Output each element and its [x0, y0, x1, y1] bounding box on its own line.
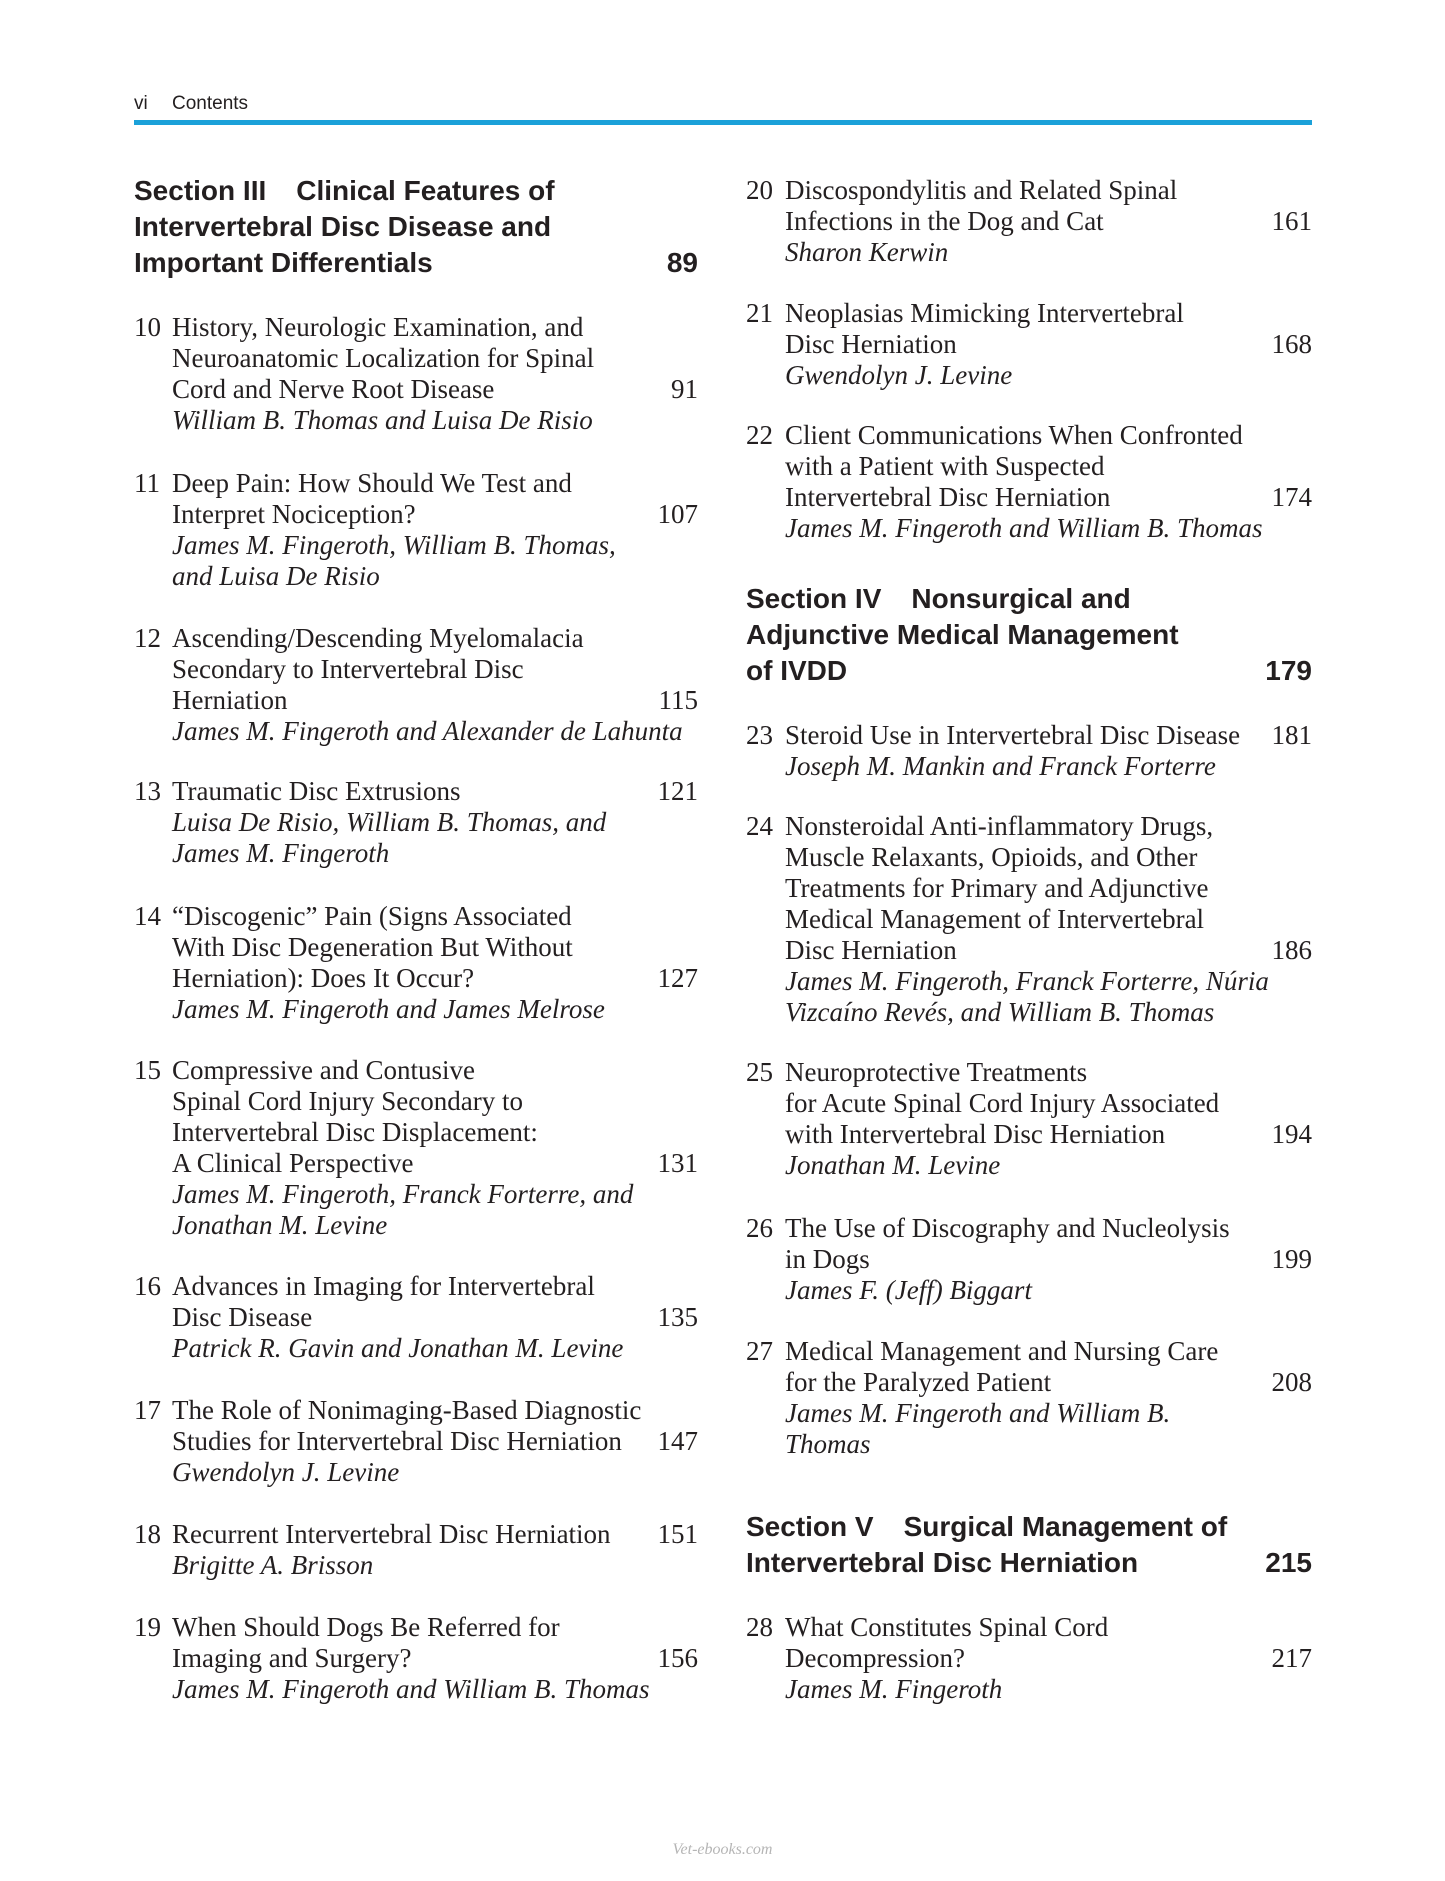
- chapter-authors-line: James M. Fingeroth and William B. Thomas: [785, 513, 1263, 543]
- page-number: 151: [657, 1519, 698, 1549]
- chapter-title-line: The Role of Nonimaging-Based Diagnostic: [172, 1395, 642, 1425]
- chapter-title-text: Steroid Use in Intervertebral Disc Disease: [785, 720, 1241, 750]
- chapter-title-text: Recurrent Intervertebral Disc Herniation: [172, 1519, 611, 1549]
- chapter-title-line: Secondary to Intervertebral Disc: [172, 654, 524, 684]
- chapter-title-line: Discospondylitis and Related Spinal: [785, 175, 1178, 205]
- chapter-authors-line: Luisa De Risio, William B. Thomas, and: [172, 807, 607, 837]
- chapter-title-line: “Discogenic” Pain (Signs Associated: [172, 901, 572, 931]
- chapter-number: 20: [746, 175, 773, 205]
- running-title: Contents: [172, 93, 249, 114]
- chapter-title-line: The Use of Discography and Nucleolysis: [785, 1213, 1230, 1243]
- chapter-title-text: Disc Herniation: [785, 935, 957, 965]
- chapter-title-line: [172, 685, 698, 716]
- chapter-title-line: [172, 1302, 698, 1333]
- folio-page-number: vi: [134, 93, 148, 114]
- chapter-title-line: Treatments for Primary and Adjunctive: [785, 873, 1209, 903]
- chapter-title-text: Infections in the Dog and Cat: [785, 206, 1104, 236]
- chapter-number: 18: [134, 1519, 161, 1549]
- section-label: Section III: [134, 175, 267, 206]
- toc-entry: [746, 298, 1312, 391]
- chapter-title-line: [785, 720, 1312, 751]
- chapter-title-line: [172, 1426, 698, 1457]
- chapter-authors-line: James M. Fingeroth and William B.: [785, 1398, 1171, 1428]
- chapter-authors-line: Gwendolyn J. Levine: [172, 1457, 400, 1487]
- page-number: 131: [657, 1148, 698, 1178]
- chapter-number: 25: [746, 1057, 773, 1087]
- section-title-text: of IVDD: [746, 655, 848, 686]
- chapter-title-line: Medical Management and Nursing Care: [785, 1336, 1219, 1366]
- chapter-title-text: Traumatic Disc Extrusions: [172, 776, 461, 806]
- toc-entry: [746, 1213, 1312, 1306]
- chapter-title-line: Neoplasias Mimicking Intervertebral: [785, 298, 1184, 328]
- toc-entry: [134, 1271, 698, 1364]
- section-label: Section V: [746, 1511, 874, 1542]
- section-title-line: Intervertebral Disc Disease and: [134, 211, 552, 242]
- chapter-title-line: [785, 935, 1312, 966]
- toc-entry: [746, 811, 1312, 1028]
- chapter-title-line: Compressive and Contusive: [172, 1055, 475, 1085]
- chapter-authors-line: Jonathan M. Levine: [785, 1150, 1001, 1180]
- chapter-number: 23: [746, 720, 773, 750]
- chapter-title-text: with Intervertebral Disc Herniation: [785, 1119, 1166, 1149]
- chapter-title-line: [172, 1643, 698, 1674]
- chapter-title-line: Neuroanatomic Localization for Spinal: [172, 343, 595, 373]
- page-number: 115: [658, 685, 698, 715]
- section-title-text: Surgical Management of: [903, 1511, 1228, 1542]
- chapter-number: 26: [746, 1213, 773, 1243]
- chapter-title-line: [172, 776, 698, 807]
- chapter-title-line: [785, 1244, 1312, 1275]
- section-title-line: [134, 245, 698, 281]
- page-number: 147: [657, 1426, 698, 1456]
- chapter-title-line: [785, 1643, 1312, 1674]
- section-heading: [746, 1509, 1312, 1581]
- chapter-title-line: [172, 1148, 698, 1179]
- chapter-number: 14: [134, 901, 161, 931]
- chapter-number: 12: [134, 623, 161, 653]
- chapter-authors-line: James M. Fingeroth, William B. Thomas,: [172, 530, 616, 560]
- page-number: 107: [657, 499, 698, 529]
- section-label: Section IV: [746, 583, 882, 614]
- chapter-title-text: Disc Herniation: [785, 329, 957, 359]
- page-number: 208: [1271, 1367, 1312, 1397]
- chapter-authors-line: Joseph M. Mankin and Franck Forterre: [785, 751, 1216, 781]
- chapter-number: 10: [134, 312, 161, 342]
- chapter-title-text: Cord and Nerve Root Disease: [172, 374, 495, 404]
- chapter-title-line: [172, 374, 698, 405]
- chapter-authors-line: Sharon Kerwin: [785, 237, 949, 267]
- toc-entry: [134, 1395, 698, 1488]
- section-title-line: [134, 173, 698, 209]
- chapter-title-line: With Disc Degeneration But Without: [172, 932, 573, 962]
- section-heading: [746, 581, 1312, 689]
- page-number: 135: [657, 1302, 698, 1332]
- chapter-title-text: Herniation: [172, 685, 288, 715]
- chapter-authors-line: James M. Fingeroth: [785, 1674, 1003, 1704]
- chapter-title-line: Neuroprotective Treatments: [785, 1057, 1088, 1087]
- chapter-number: 27: [746, 1336, 773, 1366]
- chapter-title-text: for the Paralyzed Patient: [785, 1367, 1052, 1397]
- toc-entry: [746, 175, 1312, 268]
- chapter-title-line: History, Neurologic Examination, and: [172, 312, 584, 342]
- section-page-number: 215: [1265, 1547, 1312, 1578]
- page-number: 217: [1271, 1643, 1312, 1673]
- page-number: 181: [1271, 720, 1312, 750]
- chapter-number: 19: [134, 1612, 161, 1642]
- chapter-title-text: Decompression?: [785, 1643, 965, 1673]
- section-title-text: Nonsurgical and: [911, 583, 1131, 614]
- chapter-title-line: Advances in Imaging for Intervertebral: [172, 1271, 595, 1301]
- chapter-number: 17: [134, 1395, 161, 1425]
- chapter-title-line: Nonsteroidal Anti-inflammatory Drugs,: [785, 811, 1214, 841]
- section-title-line: Adjunctive Medical Management: [746, 619, 1179, 650]
- chapter-title-line: [785, 329, 1312, 360]
- chapter-title-line: When Should Dogs Be Referred for: [172, 1612, 560, 1642]
- chapter-number: 28: [746, 1612, 773, 1642]
- page-number: 168: [1271, 329, 1312, 359]
- toc-right-column: [746, 0, 1312, 1881]
- chapter-authors-line: Thomas: [785, 1429, 871, 1459]
- page-number: 174: [1271, 482, 1312, 512]
- chapter-title-text: Interpret Nociception?: [172, 499, 416, 529]
- chapter-title-line: with a Patient with Suspected: [785, 451, 1105, 481]
- toc-entry: [134, 468, 698, 592]
- chapter-title-text: Imaging and Surgery?: [172, 1643, 412, 1673]
- chapter-title-line: Client Communications When Confronted: [785, 420, 1243, 450]
- chapter-title-line: Medical Management of Intervertebral: [785, 904, 1205, 934]
- chapter-number: 11: [134, 468, 160, 498]
- page-number: 161: [1271, 206, 1312, 236]
- toc-left-column: [134, 0, 698, 1881]
- chapter-authors-line: James M. Fingeroth and James Melrose: [172, 994, 605, 1024]
- chapter-title-line: [172, 499, 698, 530]
- chapter-title-text: Studies for Intervertebral Disc Herniation: [172, 1426, 622, 1456]
- toc-entry: [134, 776, 698, 869]
- chapter-authors-line: Patrick R. Gavin and Jonathan M. Levine: [172, 1333, 624, 1363]
- chapter-title-text: Herniation): Does It Occur?: [172, 963, 475, 993]
- chapter-title-text: Intervertebral Disc Herniation: [785, 482, 1111, 512]
- chapter-title-line: Spinal Cord Injury Secondary to: [172, 1086, 523, 1116]
- chapter-number: 15: [134, 1055, 161, 1085]
- toc-entry: [134, 1055, 698, 1241]
- page-number: 199: [1271, 1244, 1312, 1274]
- chapter-authors-line: James M. Fingeroth, Franck Forterre, Núria: [785, 966, 1269, 996]
- toc-entry: [134, 312, 698, 436]
- chapter-title-line: Muscle Relaxants, Opioids, and Other: [785, 842, 1198, 872]
- chapter-number: 21: [746, 298, 773, 328]
- page-number: 91: [671, 374, 698, 404]
- chapter-title-line: [785, 1119, 1312, 1150]
- chapter-authors-line: and Luisa De Risio: [172, 561, 380, 591]
- chapter-number: 16: [134, 1271, 161, 1301]
- chapter-authors-line: Jonathan M. Levine: [172, 1210, 388, 1240]
- chapter-authors-line: James M. Fingeroth and Alexander de Lahunta: [172, 716, 683, 746]
- toc-entry: [746, 720, 1312, 782]
- toc-entry: [134, 901, 698, 1025]
- toc-entry: [746, 1336, 1312, 1460]
- page-number: 156: [657, 1643, 698, 1673]
- chapter-title-line: for Acute Spinal Cord Injury Associated: [785, 1088, 1220, 1118]
- chapter-title-text: in Dogs: [785, 1244, 870, 1274]
- page-number: 194: [1271, 1119, 1312, 1149]
- section-title-text: Clinical Features of: [296, 175, 555, 206]
- chapter-title-line: [172, 1519, 698, 1550]
- section-page-number: 179: [1265, 655, 1312, 686]
- chapter-title-line: [172, 963, 698, 994]
- page-number: 186: [1271, 935, 1312, 965]
- chapter-authors-line: James M. Fingeroth and William B. Thomas: [172, 1674, 650, 1704]
- toc-entry: [746, 1612, 1312, 1705]
- chapter-title-line: What Constitutes Spinal Cord: [785, 1612, 1109, 1642]
- chapter-number: 24: [746, 811, 773, 841]
- chapter-title-text: A Clinical Perspective: [172, 1148, 414, 1178]
- chapter-authors-line: James M. Fingeroth, Franck Forterre, and: [172, 1179, 634, 1209]
- chapter-authors-line: Gwendolyn J. Levine: [785, 360, 1013, 390]
- section-title-line: [746, 581, 1312, 617]
- section-page-number: 89: [666, 247, 698, 278]
- page-number: 121: [657, 776, 698, 806]
- section-title-text: Intervertebral Disc Herniation: [746, 1547, 1139, 1578]
- section-title-line: [746, 653, 1312, 689]
- section-title-line: [746, 1545, 1312, 1581]
- page-number: 127: [657, 963, 698, 993]
- toc-entry: [134, 1612, 698, 1705]
- chapter-title-text: Disc Disease: [172, 1302, 313, 1332]
- toc-entry: [746, 420, 1312, 544]
- chapter-authors-line: Vizcaíno Revés, and William B. Thomas: [785, 997, 1215, 1027]
- chapter-authors-line: James M. Fingeroth: [172, 838, 390, 868]
- chapter-number: 13: [134, 776, 161, 806]
- chapter-title-line: Deep Pain: How Should We Test and: [172, 468, 572, 498]
- chapter-number: 22: [746, 420, 773, 450]
- toc-entry: [746, 1057, 1312, 1181]
- chapter-title-line: [785, 482, 1312, 513]
- chapter-title-line: [785, 206, 1312, 237]
- section-title-text: Important Differentials: [134, 247, 433, 278]
- toc-entry: [134, 1519, 698, 1581]
- chapter-title-line: [785, 1367, 1312, 1398]
- chapter-title-line: Ascending/Descending Myelomalacia: [172, 623, 584, 653]
- chapter-authors-line: James F. (Jeff) Biggart: [785, 1275, 1032, 1305]
- chapter-authors-line: Brigitte A. Brisson: [172, 1550, 374, 1580]
- watermark-logo: Vet-ebooks.com: [672, 1841, 773, 1858]
- section-heading: [134, 173, 698, 281]
- chapter-authors-line: William B. Thomas and Luisa De Risio: [172, 405, 593, 435]
- toc-entry: [134, 623, 698, 747]
- section-title-line: [746, 1509, 1312, 1545]
- chapter-title-line: Intervertebral Disc Displacement:: [172, 1117, 538, 1147]
